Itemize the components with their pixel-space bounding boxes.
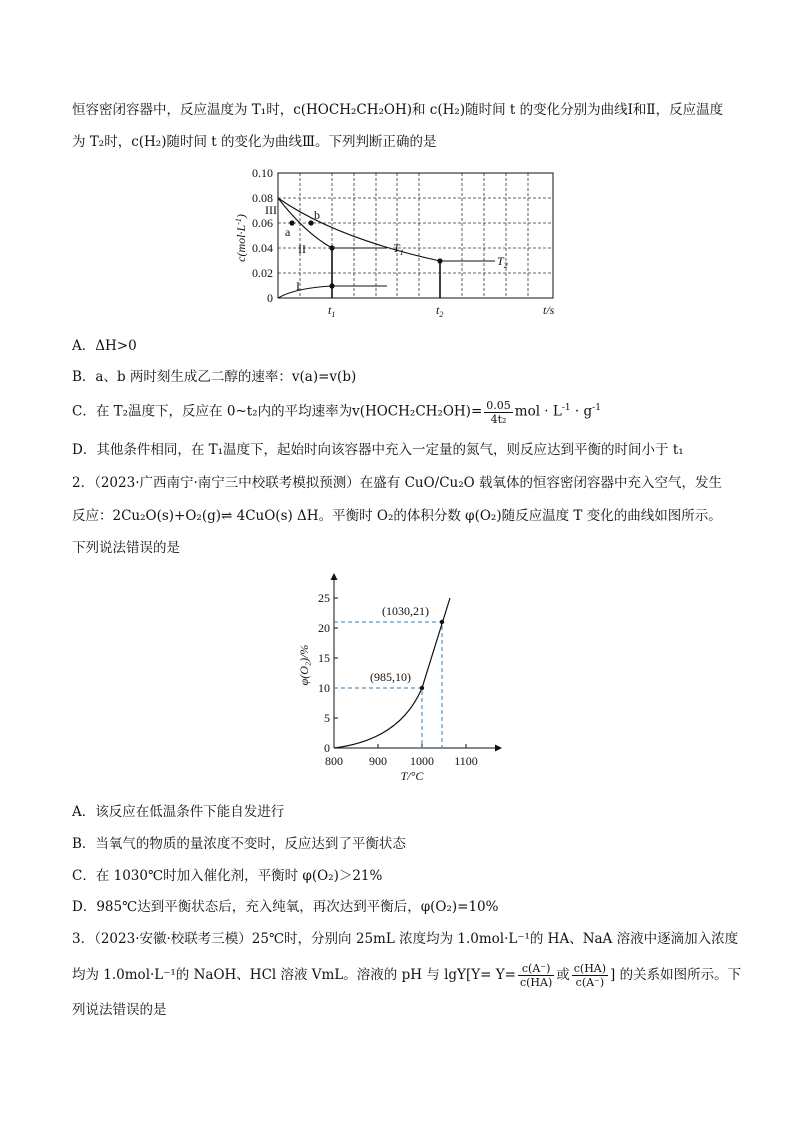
q1-point-t2 <box>437 258 442 263</box>
q2-option-d: D．985℃达到平衡状态后，充入纯氧，再次达到平衡后，φ(O₂)=10% <box>72 899 499 915</box>
q3-stem-line3: 列说法错误的是 <box>72 1002 167 1018</box>
q1-ytick: 0.08 <box>252 191 273 205</box>
q2-option-a: A．该反应在低温条件下能自发进行 <box>72 804 285 820</box>
q2-xtick: 800 <box>325 754 343 768</box>
q2-xtick: 900 <box>369 754 387 768</box>
q2-point-1030 <box>440 620 444 624</box>
q1-option-d: D．其他条件相同，在 T₁温度下，起始时向该容器中充入一定量的氮气，则反应达到平衡的时间小于 t₁ <box>72 442 684 458</box>
q2-guide-985 <box>334 688 422 748</box>
q1-stem-line2: 为 T₂时，c(H₂)随时间 t 的变化为曲线Ⅲ。下列判断正确的是 <box>72 134 437 150</box>
q1-plot-frame <box>278 173 553 298</box>
q1-ytick: 0.04 <box>252 241 273 255</box>
q1-label-a: a <box>285 225 291 239</box>
q1-label-II: II <box>298 242 306 256</box>
q1-ylabel: $c(mol\cdot L^{-1})$ <box>234 214 248 262</box>
q2-ytick: 0 <box>324 741 330 755</box>
q1-xlabel: t/s <box>543 303 555 317</box>
q1-label-T2: $T_2$ <box>497 254 508 270</box>
q1-label-III: III <box>265 203 277 217</box>
q2-xlabel: T/°C <box>400 769 424 783</box>
q3-fraction-2: $\frac{c(HA)}{c(A^-)}$ <box>573 962 607 989</box>
q1-grid <box>278 173 553 298</box>
q1-ytick: 0.02 <box>252 266 273 280</box>
q3-stem-line1: 3．（2023·安徽·校联考三模）25℃时，分别向 25mL 浓度均为 1.0mol·L⁻¹的 HA、NaA 溶液中逐滴加入浓度 <box>72 931 739 947</box>
q1-stem-line1: 恒容密闭容器中，反应温度为 T₁时，c(HOCH₂CH₂OH)和 c(H₂)随时间 t 的变化分别为曲线Ⅰ和Ⅱ，反应温度 <box>72 102 724 118</box>
q2-x-arrow <box>495 745 502 752</box>
q3-stem-line2: 均为 1.0mol·L⁻¹的 NaOH、HCl 溶液 VmL。溶液的 pH 与 lgY[Y= Y= $\frac{c(A^-)}{c(HA)}$ 或 $\frac{c(HA)}{c(A^-)}$ ] 的关系如图所示。下 <box>72 962 742 989</box>
q2-figure <box>290 570 510 785</box>
q1-ytick: 0.10 <box>252 166 273 180</box>
q1-option-c-fraction: $\frac{0.05}{\text{4t₂}}$ <box>486 398 511 426</box>
q2-point1-label: (1030,21) <box>382 604 429 618</box>
q1-option-c-rate: v(HOCH₂CH₂OH)= <box>352 403 483 420</box>
q2-ytick: 20 <box>318 621 330 635</box>
q2-ytick: 5 <box>324 711 330 725</box>
q2-y-arrow <box>331 573 338 580</box>
q1-point-b <box>308 220 313 225</box>
q1-curve-III <box>278 198 495 261</box>
q2-point-985 <box>420 686 424 690</box>
q2-option-c: C．在 1030℃时加入催化剂，平衡时 φ(O₂)＞21% <box>72 868 383 884</box>
q1-figure <box>225 163 570 323</box>
q2-xtick: 1000 <box>410 754 434 768</box>
q1-option-c: C．在 T₂温度下，反应在 0~t₂内的平均速率为v(HOCH₂CH₂OH)= $\frac{0.05}{\text{4t₂}}$ mol · $L^{-1} \cdot g^{-1}$ <box>72 398 601 426</box>
q2-stem-line3: 下列说法错误的是 <box>72 540 180 556</box>
q1-option-a: A．ΔH>0 <box>72 338 137 354</box>
q1-option-b: B．a、b 两时刻生成乙二醇的速率：v(a)=v(b) <box>72 369 357 385</box>
q2-ytick: 15 <box>318 651 330 665</box>
q2-ytick: 25 <box>318 591 330 605</box>
q2-xtick: 1100 <box>454 754 478 768</box>
q1-xtick-t1: $t_1$ <box>328 303 336 319</box>
q1-label-T1: $T_1$ <box>393 241 404 257</box>
q1-ytick: 0 <box>267 291 273 305</box>
q2-option-b: B．当氧气的物质的量浓度不变时，反应达到了平衡状态 <box>72 836 406 852</box>
q1-ytick: 0.06 <box>252 216 273 230</box>
q2-ytick: 10 <box>318 681 330 695</box>
q1-label-I: I <box>296 279 300 293</box>
q1-point-t1-I <box>329 283 334 288</box>
q1-point-t1-II <box>329 245 334 250</box>
q2-ylabel: φ(O₂)/% <box>297 644 311 686</box>
q2-stem-line1: 2．（2023·广西南宁·南宁三中校联考模拟预测）在盛有 CuO/Cu₂O 载氧体的恒容密闭容器中充入空气，发生 <box>72 475 723 491</box>
q3-fraction-1: $\frac{c(A^-)}{c(HA)}$ <box>519 962 553 989</box>
q2-point2-label: (985,10) <box>370 670 411 684</box>
q1-xtick-t2: $t_2$ <box>436 303 444 319</box>
q1-label-b: b <box>314 208 320 222</box>
q2-stem-line2: 反应：2Cu₂O(s)+O₂(g)⇌ 4CuO(s) ΔH。平衡时 O₂的体积分数 φ(O₂)随反应温度 T 变化的曲线如图所示。 <box>72 508 722 524</box>
